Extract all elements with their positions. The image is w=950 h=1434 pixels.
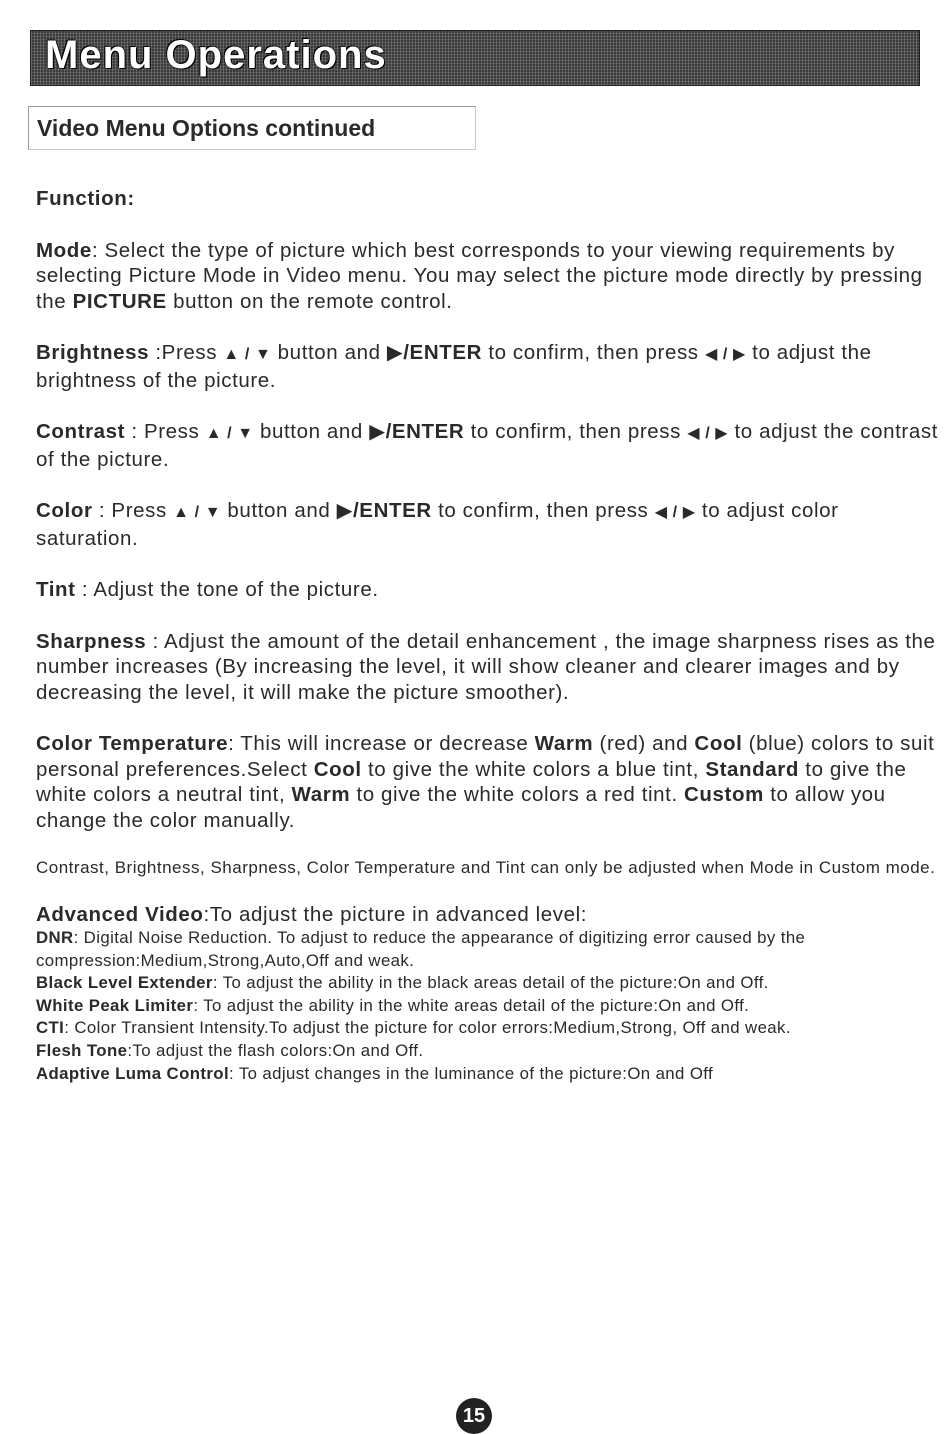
color-paragraph: Color : Press ▲ / ▼ button and ▶/ENTER to confirm, then press ◀ / ▶ to adjust color saturation. — [36, 499, 839, 550]
advanced-video-paragraph: Advanced Video:To adjust the picture in advanced level: — [36, 902, 588, 926]
enter-button-name: ▶/ENTER — [336, 499, 432, 522]
page-number: 15 — [456, 1398, 492, 1434]
contrast-term: Contrast — [36, 420, 126, 443]
header-banner — [30, 30, 920, 86]
tint-term: Tint — [36, 578, 76, 601]
mode-paragraph: Mode: Select the type of picture which best corresponds to your viewing requirements by selecting Picture Mode in Video menu. You may select the picture mode directly by pressing the PICTURE button on the remote control. — [36, 238, 923, 313]
up-down-arrows-icon: ▲ / ▼ — [223, 346, 272, 363]
function-label: Function: — [36, 187, 135, 210]
left-right-arrows-icon: ◀ / ▶ — [654, 504, 696, 521]
section-title: Video Menu Options continued — [37, 115, 376, 141]
color-temperature-term: Color Temperature — [36, 732, 229, 755]
advanced-video-term: Advanced Video — [36, 902, 204, 926]
main-content — [36, 186, 942, 1085]
contrast-paragraph: Contrast : Press ▲ / ▼ button and ▶/ENTER to confirm, then press ◀ / ▶ to adjust the contrast of the picture. — [36, 420, 939, 471]
list-item: Flesh Tone:To adjust the flash colors:On and Off. — [36, 1040, 424, 1060]
custom-mode-note: Contrast, Brightness, Sharpness, Color Temperature and Tint can only be adjusted when Mode in Custom mode. — [36, 858, 936, 877]
page-title: Menu Operations — [45, 33, 387, 77]
brightness-paragraph: Brightness :Press ▲ / ▼ button and ▶/ENTER to confirm, then press ◀ / ▶ to adjust the brightness of the picture. — [36, 341, 872, 392]
enter-button-name: ▶/ENTER — [369, 420, 465, 443]
color-temperature-paragraph: Color Temperature: This will increase or decrease Warm (red) and Cool (blue) colors to suit personal preferences.Select Cool to give the white colors a blue tint, Standard to give the white colors a neutral tint, Warm to give the white colors a red tint. Custom to allow you change the color manually. — [36, 732, 935, 832]
advanced-video-list — [36, 927, 916, 1085]
list-item: Adaptive Luma Control: To adjust changes in the luminance of the picture:On and Off — [36, 1063, 714, 1083]
enter-button-name: ▶/ENTER — [386, 341, 483, 364]
brightness-term: Brightness — [36, 341, 150, 364]
list-item: DNR: Digital Noise Reduction. To adjust to reduce the appearance of digitizing error caused by the compression:Medium,Strong,Auto,Off and weak. — [36, 928, 806, 970]
color-term: Color — [36, 499, 93, 522]
tint-paragraph: Tint : Adjust the tone of the picture. — [36, 578, 379, 601]
sharpness-term: Sharpness — [36, 629, 147, 653]
mode-term: Mode — [36, 238, 92, 262]
sharpness-paragraph: Sharpness : Adjust the amount of the detail enhancement , the image sharpness rises as the number increases (By increasing the level, it will show cleaner and clearer images and by decreasing the level, it will make the picture smoother). — [36, 629, 936, 704]
section-header — [28, 106, 476, 150]
list-item: CTI: Color Transient Intensity.To adjust the picture for color errors:Medium,Strong, Off and weak. — [36, 1018, 791, 1038]
picture-button-name: PICTURE — [72, 289, 167, 313]
list-item: White Peak Limiter: To adjust the ability in the white areas detail of the picture:On and Off. — [36, 995, 750, 1015]
up-down-arrows-icon: ▲ / ▼ — [173, 504, 222, 521]
list-item: Black Level Extender: To adjust the ability in the black areas detail of the picture:On and Off. — [36, 973, 769, 993]
left-right-arrows-icon: ◀ / ▶ — [704, 346, 746, 363]
up-down-arrows-icon: ▲ / ▼ — [205, 425, 254, 442]
left-right-arrows-icon: ◀ / ▶ — [687, 425, 729, 442]
